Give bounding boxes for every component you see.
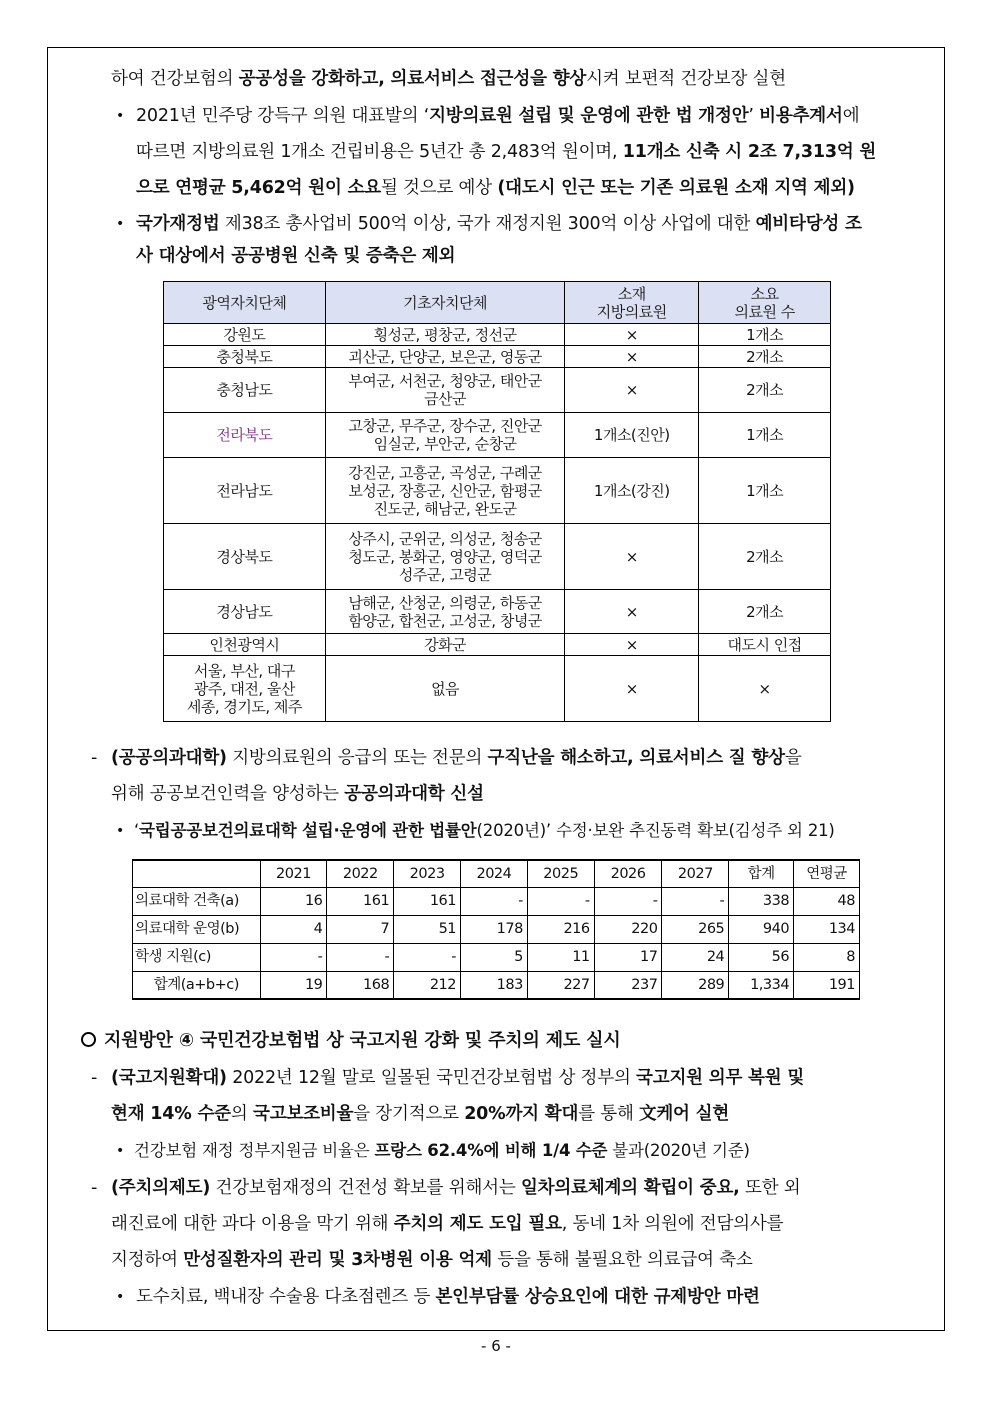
table-row: 강원도 횡성군, 평창군, 정선군 × 1개소 <box>164 324 831 346</box>
medical-college-budget-table <box>132 859 860 1000</box>
table-header-row: 2021 2022 2023 2024 2025 2026 2027 합계 연평균 <box>133 860 860 887</box>
dash3-line3: 지정하여 만성질환자의 관리 및 3차병원 이용 억제 등을 통해 불필요한 의료급여 축소 <box>111 1250 753 1270</box>
bullet-marker: • <box>116 1289 125 1305</box>
bullet-marker: • <box>116 216 125 232</box>
bullet1-line3: 으로 연평균 5,462억 원이 소요될 것으로 예상 (대도시 인근 또는 기존 의료원 소재 지역 제외) <box>136 178 855 198</box>
table-row: 학생 지원(c) - - - 5 11 17 24 56 8 <box>133 943 860 971</box>
table-row: 의료대학 운영(b) 4 7 51 178 216 220 265 940 134 <box>133 915 860 943</box>
dash3-line1: (주치의제도) 건강보험재정의 건전성 확보를 위해서는 일차의료체계의 확립이 중요, 또한 외 <box>111 1178 801 1198</box>
table-row-total: 합계(a+b+c) 19 168 212 183 227 237 289 1,334 191 <box>133 971 860 999</box>
dash-marker: - <box>91 1068 98 1088</box>
dash-marker: - <box>91 1178 98 1198</box>
table-row: 의료대학 건축(a) 16 161 161 - - - - 338 48 <box>133 887 860 915</box>
dash2-line1: (국고지원확대) 2022년 12월 말로 일몰된 국민건강보험법 상 정부의 국고지원 의무 복원 및 <box>111 1068 805 1088</box>
header-needed-count: 소요 의료원 수 <box>699 282 831 324</box>
regional-hospital-table <box>163 281 831 722</box>
header-existing-hospital: 소재 지방의료원 <box>565 282 699 324</box>
bullet5-line: 도수치료, 백내장 수술용 다초점렌즈 등 본인부담률 상승요인에 대한 규제방안 마련 <box>136 1287 760 1307</box>
bullet-marker: • <box>116 1143 125 1159</box>
dash3-line2: 래진료에 대한 과다 이용을 막기 위해 주치의 제도 도입 필요, 동네 1차 의원에 전담의사를 <box>111 1214 784 1234</box>
table-row: 충청북도 괴산군, 단양군, 보은군, 영동군 × 2개소 <box>164 346 831 368</box>
bullet1-line2: 따르면 지방의료원 1개소 건립비용은 5년간 총 2,483억 원이며, 11개소 신축 시 2조 7,313억 원 <box>136 142 877 162</box>
header-counties: 기초자치단체 <box>325 282 565 324</box>
circle-bullet-icon <box>81 1032 96 1047</box>
table-row: 서울, 부산, 대구 광주, 대전, 울산 세종, 경기도, 제주 없음 × × <box>164 656 831 722</box>
section-heading: 지원방안 ④ 국민건강보험법 상 국고지원 강화 및 주치의 제도 실시 <box>81 1030 621 1052</box>
table-row: 경상북도 상주시, 군위군, 의성군, 청송군 청도군, 봉화군, 영양군, 영덕군 성주군, 고령군 × 2개소 <box>164 524 831 590</box>
bullet2-line1: 국가재정법 제38조 총사업비 500억 이상, 국가 재정지원 300억 이상 사업에 대한 예비타당성 조 <box>136 214 862 234</box>
dash1-line1: (공공의과대학) 지방의료원의 응급의 또는 전문의 구직난을 해소하고, 의료서비스 질 향상을 <box>111 748 802 768</box>
table-row: 전라북도 고창군, 무주군, 장수군, 진안군 임실군, 부안군, 순창군 1개소(진안) 1개소 <box>164 413 831 458</box>
page-number: - 6 - <box>481 1337 511 1355</box>
header-region: 광역자치단체 <box>164 282 326 324</box>
bullet1-line1: 2021년 민주당 강득구 의원 대표발의 ‘지방의료원 설립 및 운영에 관한 법 개정안’ 비용추계서에 <box>136 106 860 126</box>
bullet3-line: ‘국립공공보건의료대학 설립·운영에 관한 법률안(2020년)’ 수정·보완 추진동력 확보(김성주 외 21) <box>134 821 835 840</box>
bullet2-line2: 사 대상에서 공공병원 신축 및 증축은 제외 <box>136 246 456 266</box>
intro-line: 하여 건강보험의 공공성을 강화하고, 의료서비스 접근성을 향상시켜 보편적 건강보장 실현 <box>111 69 786 89</box>
bullet-marker: • <box>116 108 125 124</box>
table-row: 인천광역시 강화군 × 대도시 인접 <box>164 634 831 656</box>
table-row: 경상남도 남해군, 산청군, 의령군, 하동군 함양군, 합천군, 고성군, 창녕군 × 2개소 <box>164 590 831 634</box>
dash2-line2: 현재 14% 수준의 국고보조비율을 장기적으로 20%까지 확대를 통해 文케어 실현 <box>111 1104 730 1124</box>
bullet4-line: 건강보험 재정 정부지원금 비율은 프랑스 62.4%에 비해 1/4 수준 불과(2020년 기준) <box>134 1141 750 1160</box>
table-row: 전라남도 강진군, 고흥군, 곡성군, 구례군 보성군, 장흥군, 신안군, 함평군 진도군, 해남군, 완도군 1개소(강진) 1개소 <box>164 458 831 524</box>
dash-marker: - <box>91 748 98 768</box>
dash1-line2: 위해 공공보건인력을 양성하는 공공의과대학 신설 <box>111 784 484 804</box>
bullet-marker: • <box>116 823 125 839</box>
table-row: 충청남도 부여군, 서천군, 청양군, 태안군 금산군 × 2개소 <box>164 368 831 413</box>
